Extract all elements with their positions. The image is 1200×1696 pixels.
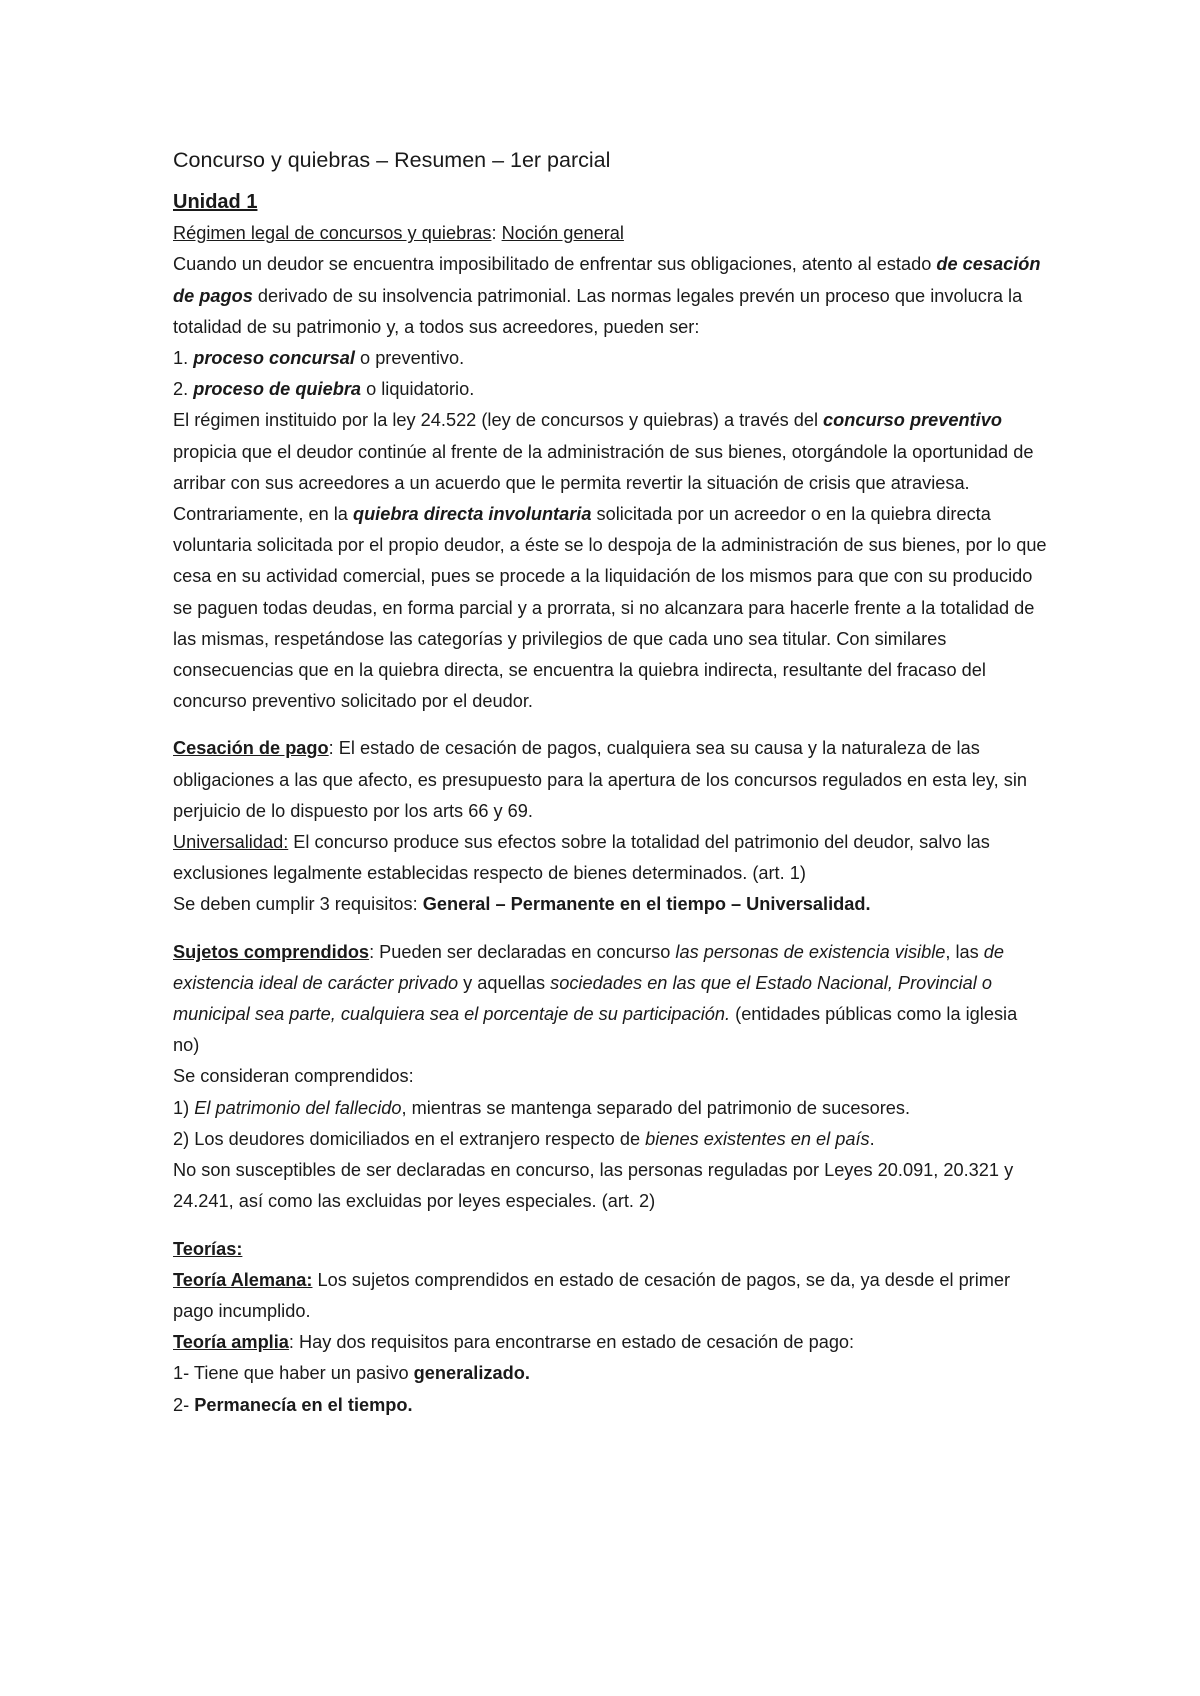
document-content	[173, 143, 1048, 1421]
list-item-2: 2. proceso de quiebra o liquidatorio.	[173, 379, 475, 400]
paragraph-cesacion: Cesación de pago: El estado de cesación de pagos, cualquiera sea su causa y la naturaleza de las obligaciones a las que afecto, es presupuesto para la apertura de los concursos regulados en esta ley, sin perjuicio de lo dispuesto por los arts 66 y 69.	[173, 738, 1027, 821]
requisito-1: 1- Tiene que haber un pasivo generalizado.	[173, 1363, 530, 1384]
term-proceso-concursal: proceso concursal	[193, 348, 355, 369]
requisito-2: 2- Permanecía en el tiempo.	[173, 1394, 413, 1415]
unidad-subheading: Régimen legal de concursos y quiebras: Noción general	[173, 223, 624, 244]
universalidad-label: Universalidad:	[173, 832, 289, 853]
paragraph-regimen: El régimen instituido por la ley 24.522 (ley de concursos y quiebras) a través del concurso preventivo propicia que el deudor continúe al frente de la administración de sus bienes, otorgándole la oportunidad de arribar con sus acreedores a un acuerdo que le permita revertir la situación de crisis que atraviesa.	[173, 410, 1034, 493]
paragraph-contrariamente: Contrariamente, en la quiebra directa involuntaria solicitada por un acreedor o en la quiebra directa voluntaria solicitada por el propio deudor, a éste se lo despoja de la administración de sus bienes, por lo que cesa en su actividad comercial, pues se procede a la liquidación de los mismos para que con su producido se paguen todas deudas, en forma parcial y a prorrata, si no alcanzara para hacerle frente a la totalidad de las mismas, respetándose las categorías y privilegios de que cada uno sea titular. Con similares consecuencias que en la quiebra directa, se encuentra la quiebra indirecta, resultante del fracaso del concurso preventivo solicitado por el deudor.	[173, 504, 1047, 712]
section-sujetos	[173, 937, 1048, 1218]
term-cesacion-pagos: de cesación de pagos	[173, 254, 1041, 306]
subheading-nocion: Noción general	[501, 223, 624, 244]
paragraph-sujetos: Sujetos comprendidos: Pueden ser declaradas en concurso las personas de existencia visible, las de existencia ideal de carácter privado y aquellas sociedades en las que el Estado Nacional, Provincial o municipal sea parte, cualquiera sea el porcentaje de su participación. (entidades públicas como la iglesia no)	[173, 941, 1018, 1056]
section-unidad-1	[173, 187, 1048, 717]
paragraph-no-susceptibles: No son susceptibles de ser declaradas en concurso, las personas reguladas por Leyes 20.091, 20.321 y 24.241, así como las excluidas por leyes especiales. (art. 2)	[173, 1160, 1014, 1212]
list-item-1: 1. proceso concursal o preventivo.	[173, 348, 465, 369]
cesacion-label: Cesación de pago	[173, 738, 329, 759]
term-proceso-quiebra: proceso de quiebra	[193, 379, 362, 400]
term-concurso-preventivo: concurso preventivo	[823, 410, 1002, 431]
paragraph-teoria-amplia: Teoría amplia: Hay dos requisitos para encontrarse en estado de cesación de pago:	[173, 1332, 855, 1353]
document-title: Concurso y quiebras – Resumen – 1er parcial	[173, 148, 611, 172]
paragraph-deudor: Cuando un deudor se encuentra imposibilitado de enfrentar sus obligaciones, atento al estado de cesación de pagos derivado de su insolvencia patrimonial. Las normas legales prevén un proceso que involucra la totalidad de su patrimonio y, a todos sus acreedores, pueden ser:	[173, 254, 1041, 337]
section-teorias	[173, 1234, 1048, 1421]
teoria-amplia-label: Teoría amplia	[173, 1332, 289, 1353]
section-cesacion	[173, 733, 1048, 920]
subheading-regimen: Régimen legal de concursos y quiebras	[173, 223, 492, 244]
term-quiebra-directa: quiebra directa involuntaria	[352, 504, 592, 525]
paragraph-universalidad: Universalidad: El concurso produce sus efectos sobre la totalidad del patrimonio del deudor, salvo las exclusiones legalmente establecidas respecto de bienes determinados. (art. 1)	[173, 832, 990, 884]
comprendidos-item-2: 2) Los deudores domiciliados en el extranjero respecto de bienes existentes en el país.	[173, 1128, 875, 1149]
paragraph-teoria-alemana: Teoría Alemana: Los sujetos comprendidos en estado de cesación de pagos, se da, ya desde el primer pago incumplido.	[173, 1269, 1011, 1321]
requisitos-list: General – Permanente en el tiempo – Universalidad.	[422, 894, 871, 915]
paragraph-requisitos: Se deben cumplir 3 requisitos: General – Permanente en el tiempo – Universalidad.	[173, 894, 871, 915]
sujetos-label: Sujetos comprendidos	[173, 941, 370, 962]
unidad-heading: Unidad 1	[173, 191, 258, 213]
comprendidos-intro: Se consideran comprendidos:	[173, 1066, 414, 1087]
comprendidos-item-1: 1) El patrimonio del fallecido, mientras se mantenga separado del patrimonio de sucesores.	[173, 1097, 911, 1118]
teorias-heading: Teorías:	[173, 1238, 243, 1259]
teoria-alemana-label: Teoría Alemana:	[173, 1269, 313, 1290]
